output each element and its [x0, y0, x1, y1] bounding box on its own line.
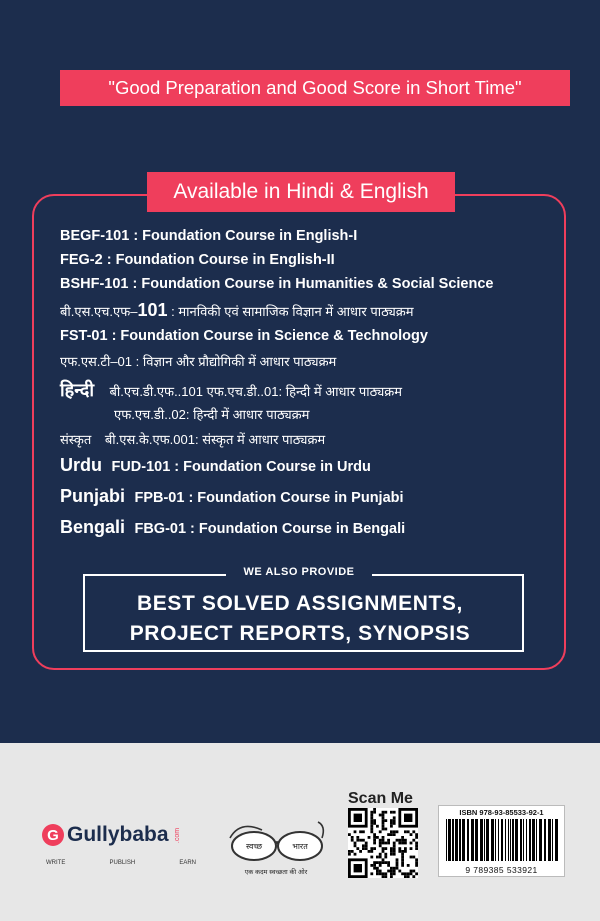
barcode-icon — [446, 819, 559, 861]
urdu-label: Urdu — [60, 455, 102, 475]
provide-heading: WE ALSO PROVIDE — [226, 566, 372, 578]
brand-tag-write: WRITE — [46, 860, 66, 866]
brand-tags — [46, 860, 196, 866]
swachh-caption: एक कदम स्वच्छता की ओर — [244, 869, 308, 876]
punjabi-text: FPB-01 : Foundation Course in Punjabi — [134, 490, 404, 506]
tagline-banner — [60, 70, 570, 106]
availability-text: Available in Hindi & English — [173, 180, 429, 203]
brand-suffix: .com — [173, 827, 181, 843]
bengali-label: Bengali — [60, 517, 126, 537]
hindi-line-2: एफ.एच.डी..02: हिन्दी में आधार पाठ्यक्रम — [114, 407, 310, 422]
course-fst01-hindi: एफ.एस.टी–01 : विज्ञान और प्रौद्योगिकी में आधार पाठ्यक्रम — [60, 354, 337, 369]
brand-tag-publish: PUBLISH — [109, 860, 136, 866]
brand-name: Gullybaba — [67, 823, 169, 846]
hindi-section — [60, 378, 402, 402]
barcode-number: 9 789385 533921 — [465, 865, 538, 875]
course-prefix: बी.एस.एच.एफ– — [60, 304, 138, 319]
course-title: : मानविकी एवं सामाजिक विज्ञान में आधार पाठ्यक्रम — [167, 304, 414, 319]
course-bshf101-hindi — [60, 300, 414, 321]
hindi-label: हिन्दी — [60, 380, 95, 400]
bengali-text: FBG-01 : Foundation Course in Bengali — [134, 521, 406, 537]
course-code: 101 — [137, 300, 168, 320]
swachh-right-text: भारत — [292, 842, 308, 851]
tagline-text: "Good Preparation and Good Score in Short Time" — [108, 77, 522, 98]
course-feg2: FEG-2 : Foundation Course in English-II — [60, 252, 335, 268]
qr-code-icon — [348, 808, 418, 878]
scan-me-label: Scan Me — [348, 790, 413, 807]
course-fst01: FST-01 : Foundation Course in Science & Technology — [60, 328, 428, 344]
urdu-course — [60, 455, 371, 476]
punjabi-label: Punjabi — [60, 486, 126, 506]
urdu-text: FUD-101 : Foundation Course in Urdu — [111, 459, 371, 475]
provide-line-1: BEST SOLVED ASSIGNMENTS, — [137, 592, 463, 615]
hindi-line-1: बी.एच.डी.एफ..101 एफ.एच.डी..01: हिन्दी में आधार पाठ्यक्रम — [109, 384, 403, 399]
swachh-bharat-glasses-icon — [222, 812, 332, 874]
sanskrit-text: बी.एस.के.एफ.001: संस्कृत में आधार पाठ्यक्रम — [104, 432, 326, 447]
g-logo-icon: G — [42, 824, 64, 846]
punjabi-course — [60, 486, 404, 507]
isbn-text: ISBN 978-93-85533-92-1 — [459, 808, 544, 817]
sanskrit-label: संस्कृत — [60, 432, 92, 447]
isbn-barcode — [438, 805, 565, 877]
course-bshf101: BSHF-101 : Foundation Course in Humanities & Social Science — [60, 276, 494, 292]
sanskrit-section — [60, 430, 325, 448]
brand-tag-earn: EARN — [179, 860, 196, 866]
gullybaba-logo — [42, 823, 185, 847]
course-begf101: BEGF-101 : Foundation Course in English-I — [60, 228, 358, 244]
bengali-course — [60, 517, 405, 538]
swachh-left-text: स्वच्छ — [245, 842, 263, 851]
availability-badge — [147, 172, 455, 212]
provide-line-2: PROJECT REPORTS, SYNOPSIS — [129, 622, 471, 645]
